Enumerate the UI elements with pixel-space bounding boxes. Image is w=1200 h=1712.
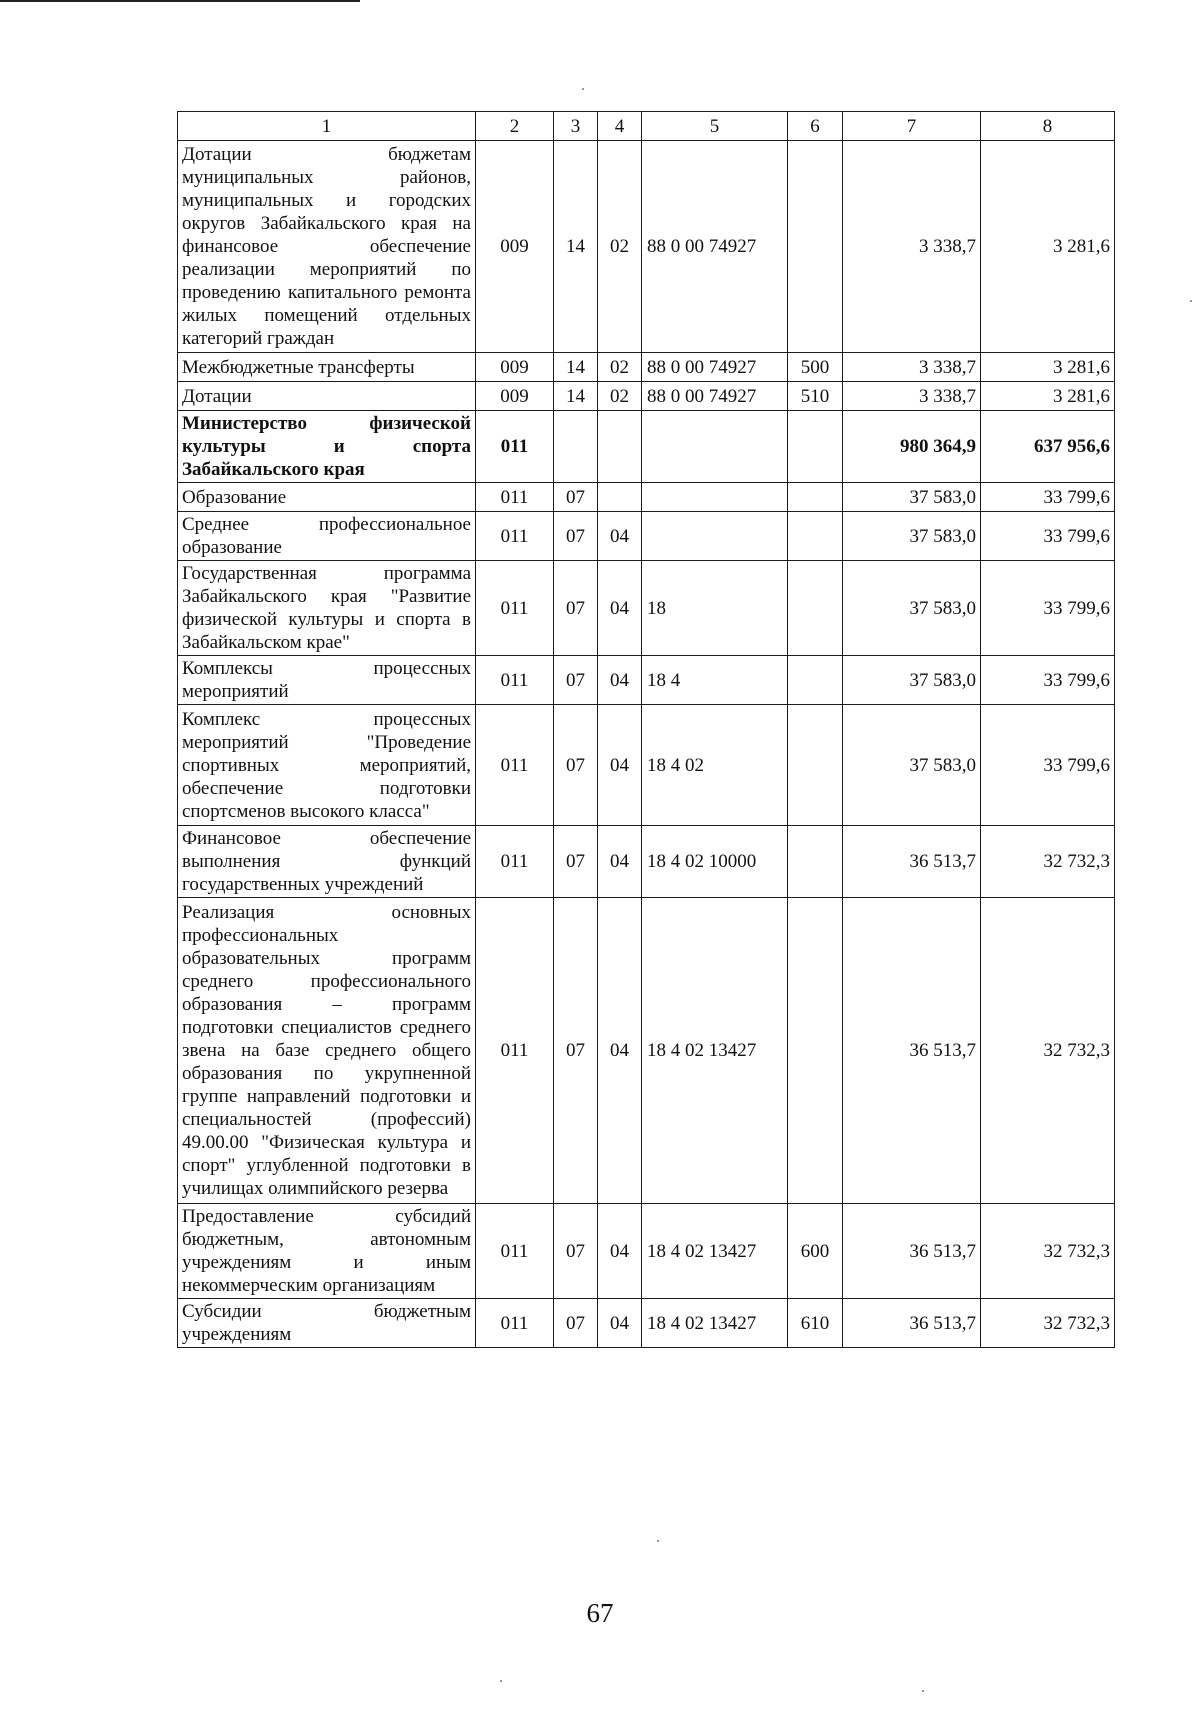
row-expense-type-cell [788, 898, 843, 1204]
row-admin-code-cell: 011 [476, 1204, 554, 1299]
row-subsection-cell: 04 [598, 561, 642, 656]
row-section-cell: 07 [554, 561, 598, 656]
row-target-article-cell: 18 4 02 [642, 705, 788, 826]
scan-speck [582, 88, 584, 90]
row-amount-col7-cell: 36 513,7 [843, 826, 981, 898]
table-header-row [178, 112, 1115, 141]
row-name-cell: Образование [178, 483, 476, 512]
row-amount-col8-cell: 33 799,6 [981, 705, 1115, 826]
table-row [178, 705, 1115, 826]
row-admin-code-cell: 011 [476, 656, 554, 705]
row-section-cell: 07 [554, 1204, 598, 1299]
row-amount-col8-cell: 3 281,6 [981, 353, 1115, 382]
row-section-cell: 14 [554, 382, 598, 411]
column-header-4: 4 [598, 112, 642, 141]
table-body [178, 141, 1115, 1348]
row-target-article-cell: 88 0 00 74927 [642, 382, 788, 411]
row-amount-col8-cell: 32 732,3 [981, 898, 1115, 1204]
row-name-cell: Финансовое обеспечение выполнения функций государственных учреждений [178, 826, 476, 898]
row-subsection-cell: 04 [598, 1204, 642, 1299]
row-target-article-cell: 88 0 00 74927 [642, 141, 788, 353]
row-section-cell: 14 [554, 353, 598, 382]
row-expense-type-cell [788, 411, 843, 483]
column-header-1: 1 [178, 112, 476, 141]
table-row [178, 1204, 1115, 1299]
table-row [178, 1299, 1115, 1348]
row-amount-col8-cell: 32 732,3 [981, 826, 1115, 898]
page-number: 67 [586, 1598, 614, 1628]
scan-speck [1190, 300, 1192, 302]
row-target-article-cell: 18 [642, 561, 788, 656]
table-row [178, 411, 1115, 483]
scan-speck [922, 1690, 924, 1692]
row-name-cell: Дотации бюджетам муниципальных районов, муниципальных и городских округов Забайкальского края на финансовое обеспечение реализации мероприятий по проведению капитального ремонта жилых помещений отдельных категорий граждан [178, 141, 476, 353]
row-target-article-cell [642, 483, 788, 512]
column-header-8: 8 [981, 112, 1115, 141]
row-admin-code-cell: 009 [476, 141, 554, 353]
table-row [178, 826, 1115, 898]
table-row [178, 483, 1115, 512]
row-amount-col8-cell: 33 799,6 [981, 561, 1115, 656]
row-target-article-cell [642, 411, 788, 483]
row-target-article-cell: 18 4 02 13427 [642, 1299, 788, 1348]
row-amount-col7-cell: 3 338,7 [843, 353, 981, 382]
row-amount-col7-cell: 3 338,7 [843, 141, 981, 353]
row-subsection-cell: 04 [598, 1299, 642, 1348]
row-section-cell: 07 [554, 483, 598, 512]
budget-allocation-table [177, 111, 1115, 1348]
row-subsection-cell: 04 [598, 826, 642, 898]
row-expense-type-cell [788, 705, 843, 826]
row-section-cell: 07 [554, 826, 598, 898]
row-expense-type-cell: 500 [788, 353, 843, 382]
column-header-6: 6 [788, 112, 843, 141]
scan-speck [657, 1540, 659, 1542]
column-header-7: 7 [843, 112, 981, 141]
row-section-cell: 07 [554, 1299, 598, 1348]
row-expense-type-cell [788, 826, 843, 898]
row-amount-col8-cell: 32 732,3 [981, 1299, 1115, 1348]
row-target-article-cell: 18 4 [642, 656, 788, 705]
row-expense-type-cell: 600 [788, 1204, 843, 1299]
row-amount-col8-cell: 3 281,6 [981, 141, 1115, 353]
row-name-cell: Межбюджетные трансферты [178, 353, 476, 382]
row-section-cell: 07 [554, 898, 598, 1204]
row-amount-col7-cell: 36 513,7 [843, 898, 981, 1204]
row-amount-col7-cell: 980 364,9 [843, 411, 981, 483]
table-row [178, 141, 1115, 353]
row-target-article-cell: 18 4 02 13427 [642, 1204, 788, 1299]
column-header-3: 3 [554, 112, 598, 141]
table-row [178, 898, 1115, 1204]
row-amount-col8-cell: 33 799,6 [981, 483, 1115, 512]
row-admin-code-cell: 011 [476, 483, 554, 512]
scan-speck [500, 1680, 502, 1682]
row-name-cell: Министерство физической культуры и спорта Забайкальского края [178, 411, 476, 483]
row-admin-code-cell: 009 [476, 382, 554, 411]
row-amount-col8-cell: 3 281,6 [981, 382, 1115, 411]
row-admin-code-cell: 011 [476, 826, 554, 898]
table-row [178, 656, 1115, 705]
row-name-cell: Государственная программа Забайкальского края "Развитие физической культуры и спорта в Забайкальском крае" [178, 561, 476, 656]
column-header-2: 2 [476, 112, 554, 141]
row-amount-col8-cell: 32 732,3 [981, 1204, 1115, 1299]
row-amount-col8-cell: 33 799,6 [981, 656, 1115, 705]
row-admin-code-cell: 011 [476, 561, 554, 656]
table-row [178, 561, 1115, 656]
row-subsection-cell: 04 [598, 898, 642, 1204]
row-admin-code-cell: 011 [476, 705, 554, 826]
row-subsection-cell: 04 [598, 512, 642, 561]
row-subsection-cell: 02 [598, 382, 642, 411]
row-admin-code-cell: 011 [476, 898, 554, 1204]
row-expense-type-cell [788, 483, 843, 512]
row-admin-code-cell: 011 [476, 411, 554, 483]
row-subsection-cell: 04 [598, 656, 642, 705]
row-amount-col7-cell: 37 583,0 [843, 512, 981, 561]
row-amount-col7-cell: 36 513,7 [843, 1299, 981, 1348]
row-expense-type-cell: 510 [788, 382, 843, 411]
column-header-5: 5 [642, 112, 788, 141]
row-section-cell: 14 [554, 141, 598, 353]
row-expense-type-cell [788, 561, 843, 656]
row-admin-code-cell: 011 [476, 512, 554, 561]
row-name-cell: Предоставление субсидий бюджетным, автономным учреждениям и иным некоммерческим организациям [178, 1204, 476, 1299]
row-expense-type-cell [788, 512, 843, 561]
row-name-cell: Комплексы процессных мероприятий [178, 656, 476, 705]
scan-top-edge-line [0, 0, 360, 2]
row-amount-col7-cell: 36 513,7 [843, 1204, 981, 1299]
row-amount-col8-cell: 637 956,6 [981, 411, 1115, 483]
row-name-cell: Реализация основных профессиональных образовательных программ среднего профессионального образования – программ подготовки специалистов среднего звена на базе среднего общего образования по укрупненной группе направлений подготовки и специальностей (профессий) 49.00.00 "Физическая культура и спорт" углубленной подготовки в училищах олимпийского резерва [178, 898, 476, 1204]
row-expense-type-cell [788, 141, 843, 353]
row-amount-col7-cell: 37 583,0 [843, 483, 981, 512]
row-expense-type-cell [788, 656, 843, 705]
row-name-cell: Комплекс процессных мероприятий "Проведение спортивных мероприятий, обеспечение подготовки спортсменов высокого класса" [178, 705, 476, 826]
row-admin-code-cell: 011 [476, 1299, 554, 1348]
row-target-article-cell: 18 4 02 10000 [642, 826, 788, 898]
row-section-cell: 07 [554, 705, 598, 826]
row-subsection-cell: 02 [598, 141, 642, 353]
row-section-cell: 07 [554, 656, 598, 705]
row-subsection-cell: 04 [598, 705, 642, 826]
row-section-cell: 07 [554, 512, 598, 561]
row-name-cell: Дотации [178, 382, 476, 411]
row-subsection-cell: 02 [598, 353, 642, 382]
row-admin-code-cell: 009 [476, 353, 554, 382]
row-amount-col7-cell: 37 583,0 [843, 705, 981, 826]
row-amount-col8-cell: 33 799,6 [981, 512, 1115, 561]
row-subsection-cell [598, 411, 642, 483]
row-section-cell [554, 411, 598, 483]
row-subsection-cell [598, 483, 642, 512]
table-row [178, 382, 1115, 411]
table-row [178, 512, 1115, 561]
row-name-cell: Среднее профессиональное образование [178, 512, 476, 561]
table-row [178, 353, 1115, 382]
row-name-cell: Субсидии бюджетным учреждениям [178, 1299, 476, 1348]
row-expense-type-cell: 610 [788, 1299, 843, 1348]
row-amount-col7-cell: 37 583,0 [843, 561, 981, 656]
row-target-article-cell: 88 0 00 74927 [642, 353, 788, 382]
row-amount-col7-cell: 37 583,0 [843, 656, 981, 705]
row-amount-col7-cell: 3 338,7 [843, 382, 981, 411]
row-target-article-cell [642, 512, 788, 561]
row-target-article-cell: 18 4 02 13427 [642, 898, 788, 1204]
